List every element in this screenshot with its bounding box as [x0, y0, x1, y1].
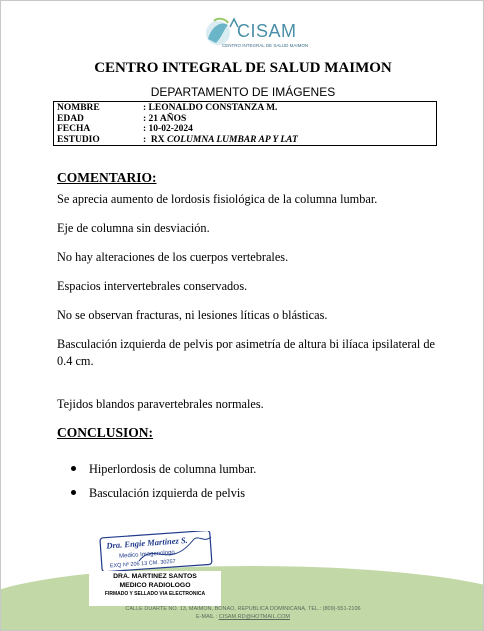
footer-email-label: E-MAIL :: [196, 614, 219, 620]
info-label: NOMBRE: [57, 103, 100, 113]
footer-band: [0, 566, 484, 631]
signature-note: FIRMADO Y SELLADO VIA ELECTRONICA: [104, 591, 206, 597]
footer-email: CISAM.RD@HOTMAIL.COM: [218, 614, 290, 620]
info-value: [143, 135, 433, 146]
info-value: : 21 AÑOS: [143, 113, 187, 124]
finding-paragraph: No se observan fracturas, ni lesiones líticas o blásticas.: [57, 308, 328, 322]
patient-info-box: [53, 101, 437, 146]
logo-tagline: CENTRO INTEGRAL DE SALUD MAIMON: [222, 43, 309, 48]
footer-email-line: [1, 614, 484, 620]
bullet-icon: [71, 466, 76, 471]
stamp-line2: Medico Imagenologo: [119, 549, 176, 560]
logo-name: CISAM: [237, 21, 297, 41]
info-row-nombre: [57, 103, 433, 114]
conclusion-list: [57, 459, 437, 507]
finding-paragraph: Eje de columna sin desviación.: [57, 221, 210, 235]
doctor-stamp-icon: [99, 531, 217, 573]
info-value: : LEONALDO CONSTANZA M.: [143, 103, 278, 113]
conclusion-item: Hiperlordosis de columna lumbar.: [89, 462, 257, 476]
info-value: : 10-02-2024: [143, 124, 193, 134]
conclusion-item: Basculación izquierda de pelvis: [89, 486, 246, 500]
signature-title: MEDICO RADIOLOGO: [119, 582, 191, 589]
study-prefix: : RX: [143, 134, 168, 145]
info-row-fecha: [57, 124, 433, 135]
finding-paragraph: No hay alteraciones de los cuerpos vertebrales.: [57, 250, 289, 264]
department-name: DEPARTAMENTO DE IMÁGENES: [150, 85, 336, 99]
finding-paragraph: Tejidos blandos paravertebrales normales.: [57, 397, 264, 411]
finding-paragraph: Espacios intervertebrales conservados.: [57, 279, 248, 293]
info-row-edad: [57, 114, 433, 125]
stamp-line3: EXQ Nº 206 13 CM. 30257: [109, 558, 176, 570]
info-label: FECHA: [57, 124, 91, 134]
signature-name: DRA. MARTINEZ SANTOS: [113, 573, 197, 580]
footer-address: CALLE DUARTE NO. 13, MAIMÓN, BONAO, REPUBLICA DOMINICANA, TEL.: (809)-551-2106: [125, 606, 361, 612]
list-item: [57, 483, 437, 507]
document-title: CENTRO INTEGRAL DE SALUD MAIMON: [94, 60, 392, 76]
finding-paragraph: Basculación izquierda de pelvis por asimetría de altura bi ilíaca ipsilateral de 0.4 cm.: [57, 337, 435, 368]
info-label: EDAD: [57, 113, 84, 124]
stamp-line1: Dra. Engie Martinez S.: [106, 534, 189, 551]
conclusion-heading: CONCLUSION:: [57, 425, 154, 440]
study-name: COLUMNA LUMBAR AP Y LAT: [167, 134, 298, 145]
finding-paragraph: Se aprecia aumento de lordosis fisiológica de la columna lumbar.: [57, 192, 378, 206]
info-row-estudio: [57, 135, 433, 146]
bullet-icon: [71, 490, 76, 495]
comentario-heading: COMENTARIO:: [57, 170, 157, 185]
list-item: [57, 459, 437, 483]
info-label: ESTUDIO: [57, 134, 100, 145]
signature-block: [89, 571, 221, 606]
